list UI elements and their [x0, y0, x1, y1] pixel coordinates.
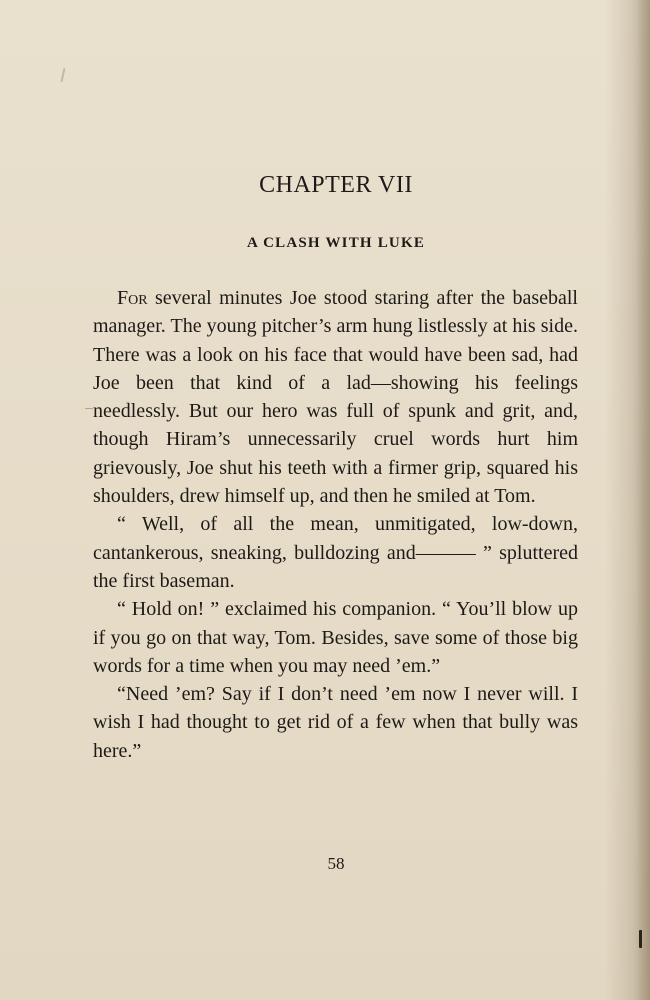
paper-blemish	[61, 68, 66, 82]
paper-blemish-edge	[639, 930, 642, 948]
chapter-body	[93, 284, 578, 765]
page-edge-shadow	[636, 0, 650, 1000]
chapter-subtitle: A CLASH WITH LUKE	[246, 235, 426, 251]
chapter-title: CHAPTER VII	[259, 172, 413, 198]
paragraph-1	[93, 284, 578, 510]
paragraph-2: “ Well, of all the mean, unmitigated, low-down, cantankerous, sneaking, bulldozing and——— ” spluttered the first baseman.	[93, 513, 578, 592]
paragraph-1-lead: For	[117, 287, 148, 309]
paragraph-4: “Need ’em? Say if I don’t need ’em now I never will. I wish I had thought to get rid of a few when that bully was here.”	[93, 683, 578, 762]
page-number: 58	[327, 854, 345, 873]
paragraph-3: “ Hold on! ” exclaimed his companion. “ You’ll blow up if you go on that way, Tom. Besides, save some of those big words for a time when you may need ’em.”	[93, 598, 578, 677]
paragraph-1-text: several minutes Joe stood staring after the baseball manager. The young pitcher’s arm hung listlessly at his side. There was a look on his face that would have been sad, had Joe been that kind of a lad—showing his feelings needlessly. But our hero was full of spunk and grit, and, though Hiram’s unnecessarily cruel words hurt him grievously, Joe shut his teeth with a firmer grip, squared his shoulders, drew himself up, and then he smiled at Tom.	[93, 287, 578, 508]
margin-mark	[85, 408, 93, 409]
